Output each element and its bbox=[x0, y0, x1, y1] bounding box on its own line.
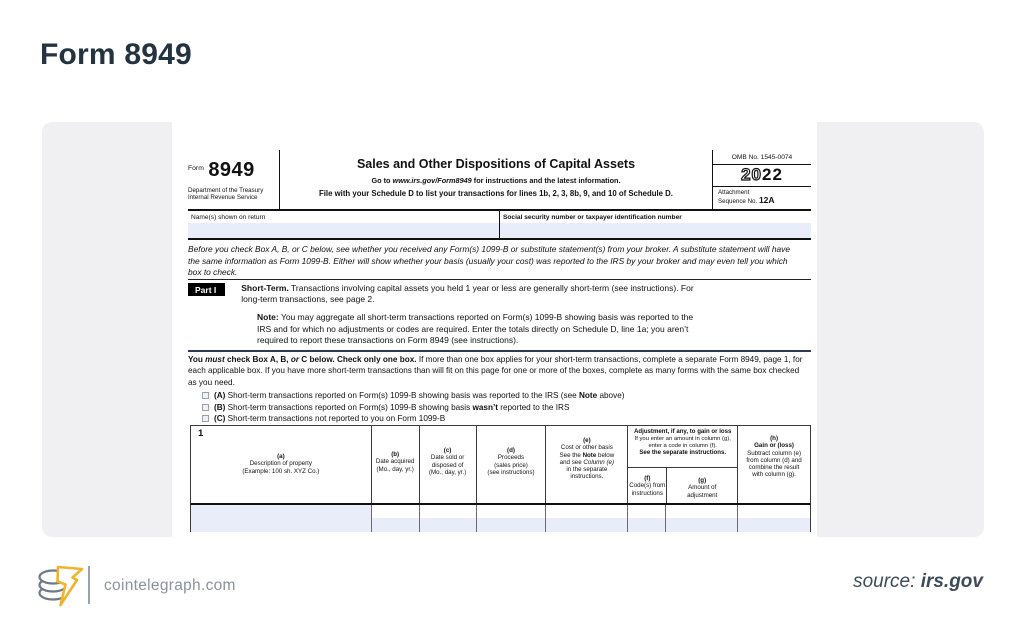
adj-l2: If you enter an amount in column (g), bbox=[634, 435, 731, 442]
col-c-l2: disposed of bbox=[431, 461, 464, 469]
adjustment-header bbox=[627, 426, 737, 503]
col-d-l1: Proceeds bbox=[497, 454, 525, 462]
table-empty-cell[interactable] bbox=[737, 518, 810, 532]
col-a-l1: Description of property bbox=[249, 460, 312, 468]
attachment-number: 12A bbox=[758, 194, 775, 205]
col-f-header bbox=[628, 468, 666, 503]
col-a-tag: (a) bbox=[277, 453, 285, 460]
col-h-l2: Subtract column (e) bbox=[747, 449, 802, 457]
divider bbox=[188, 279, 811, 280]
col-h-tag: (h) bbox=[770, 435, 779, 442]
table-empty-cell[interactable] bbox=[665, 518, 737, 532]
col-g-header bbox=[666, 468, 737, 503]
source-credit bbox=[853, 571, 983, 593]
col-e-header bbox=[545, 426, 627, 503]
adj-l3: enter a code in column (f). bbox=[648, 442, 717, 449]
col-b-l1: Date acquired bbox=[375, 458, 415, 466]
checkbox-b-tag: (B) bbox=[214, 402, 226, 412]
part1-heading-rest: Transactions involving capital assets you held 1 year or less are generally short-term (see instructions). For long-term transactions, see page 2. bbox=[241, 283, 694, 305]
table-empty-cell[interactable] bbox=[627, 518, 665, 532]
site-watermark: cointelegraph.com bbox=[104, 577, 236, 594]
checkbox-row-a bbox=[202, 390, 624, 402]
mc-seg: C below. Check only one box. bbox=[299, 355, 419, 364]
col-d-l2: (sales price) bbox=[494, 461, 528, 469]
goto-pre: Go to bbox=[371, 176, 393, 185]
attachment-line2: Sequence No. bbox=[718, 197, 759, 205]
mc-seg: You bbox=[188, 355, 206, 364]
omb-number: OMB No. 1545-0074 bbox=[713, 150, 811, 165]
mc-rest: If more than one box applies for your short-term transactions, complete a separate Form 8949, page 1, for each applicable box. If you have more short-term transactions than will fit on this page for one or more of the boxes, complete as many forms with the same box checked as you need. bbox=[188, 355, 803, 387]
col-h-l1: Gain or (loss) bbox=[754, 442, 794, 450]
form-goto-line bbox=[280, 176, 712, 185]
form-number: 8949 bbox=[208, 159, 255, 181]
identity-row bbox=[188, 211, 811, 240]
form-number-block bbox=[188, 150, 280, 209]
form-8949-sheet bbox=[172, 122, 817, 537]
checkbox-a-post: above) bbox=[597, 391, 625, 401]
checkbox-a-bold: Note bbox=[578, 391, 598, 401]
mc-seg: or bbox=[290, 355, 300, 364]
table-empty-cell[interactable] bbox=[371, 505, 419, 518]
adj-title: Adjustment, if any, to gain or loss bbox=[634, 428, 732, 435]
checkbox-c-text: Short-term transactions not reported to you on Form 1099-B bbox=[225, 414, 446, 424]
footer-divider bbox=[88, 566, 90, 604]
dept-line2: Internal Revenue Service bbox=[188, 194, 258, 202]
table-empty-cell[interactable] bbox=[545, 518, 627, 532]
name-input[interactable] bbox=[188, 223, 499, 238]
col-d-header bbox=[476, 426, 546, 503]
col-f-l1: Code(s) from bbox=[629, 482, 666, 490]
year-outline-digits: 20 bbox=[741, 165, 762, 184]
col-a-header bbox=[191, 426, 371, 503]
col-f-l2: instructions bbox=[631, 489, 663, 497]
table-empty-cell[interactable] bbox=[665, 505, 737, 518]
col-e-l1: Cost or other basis bbox=[560, 444, 613, 452]
col-g-l1: Amount of bbox=[688, 484, 717, 492]
form-image-card bbox=[42, 122, 984, 537]
year-solid-digits: 22 bbox=[762, 165, 783, 184]
col-g-l2: adjustment bbox=[687, 491, 718, 499]
col-h-header bbox=[737, 426, 810, 503]
transactions-table bbox=[190, 425, 811, 532]
col-d-tag: (d) bbox=[507, 447, 515, 454]
col-e-tag: (e) bbox=[583, 437, 591, 444]
checkbox-c[interactable] bbox=[202, 415, 209, 422]
checkbox-a-text: Short-term transactions reported on Form(s) 1099-B showing basis was reported to the IRS (see bbox=[225, 391, 579, 401]
checkbox-row-b bbox=[202, 402, 624, 414]
col-c-header bbox=[419, 426, 476, 503]
part1-section bbox=[188, 283, 713, 306]
adj-l4: See the separate instructions. bbox=[639, 448, 727, 456]
attachment-line1: Attachment bbox=[718, 189, 750, 196]
ssn-label: Social security number or taxpayer identification number bbox=[503, 214, 682, 221]
col-e-l3a: and see bbox=[559, 458, 584, 466]
col-e-l5: instructions. bbox=[570, 473, 604, 481]
source-value: irs.gov bbox=[920, 571, 983, 592]
col-e-l2b: Note bbox=[582, 451, 597, 459]
part1-heading-bold: Short-Term. bbox=[241, 283, 289, 293]
line-number: 1 bbox=[198, 428, 204, 439]
table-empty-cell[interactable] bbox=[191, 505, 371, 518]
divider bbox=[188, 350, 811, 352]
cointelegraph-logo-icon bbox=[36, 562, 86, 615]
col-d-l3: (see instructions) bbox=[487, 468, 535, 476]
col-e-l3b: Column (e) bbox=[583, 458, 615, 466]
col-h-l4: combine the result bbox=[748, 464, 800, 472]
table-empty-cell[interactable] bbox=[627, 505, 665, 518]
source-label: source: bbox=[853, 571, 921, 592]
table-empty-cell[interactable] bbox=[371, 518, 419, 532]
col-g-tag: (g) bbox=[698, 477, 707, 484]
form-filewith-line: File with your Schedule D to list your transactions for lines 1b, 2, 3, 8b, 9, and 10 of Schedule D. bbox=[319, 189, 673, 198]
checkbox-row-c bbox=[202, 413, 624, 425]
table-empty-row bbox=[190, 505, 811, 518]
part1-note bbox=[257, 312, 709, 347]
col-b-tag: (b) bbox=[391, 451, 400, 458]
note-label: Note: bbox=[257, 312, 279, 322]
mc-seg: must bbox=[205, 355, 225, 364]
col-e-l4: in the separate bbox=[566, 466, 608, 474]
col-a-l2: (Example: 100 sh. XYZ Co.) bbox=[242, 467, 320, 475]
table-empty-cell[interactable] bbox=[191, 518, 371, 532]
table-empty-cell[interactable] bbox=[476, 518, 546, 532]
table-empty-cell[interactable] bbox=[419, 505, 476, 518]
irs-url: www.irs.gov/Form8949 bbox=[392, 176, 472, 185]
name-label: Name(s) shown on return bbox=[191, 214, 266, 221]
col-h-l3: from column (d) and bbox=[746, 456, 802, 464]
checkbox-b[interactable] bbox=[202, 404, 209, 411]
form-title: Sales and Other Dispositions of Capital Assets bbox=[356, 157, 636, 171]
col-e-l2c: below bbox=[596, 451, 615, 459]
col-b-l2: (Mo., day, yr.) bbox=[376, 465, 414, 473]
tax-year bbox=[713, 165, 811, 187]
checkbox-b-text: Short-term transactions reported on Form(s) 1099-B showing basis bbox=[225, 402, 473, 412]
note-text: You may aggregate all short-term transactions reported on Form(s) 1099-B showing basis was reported to the IRS and for which no adjustments or codes are required. Enter the totals directly on Schedule D, line 1a; you aren’t required to report these transactions on Form 8949 (see instructions). bbox=[257, 312, 694, 346]
table-empty-cell[interactable] bbox=[476, 505, 546, 518]
col-c-l3: (Mo., day, yr.) bbox=[428, 468, 467, 476]
col-b-header bbox=[371, 426, 419, 503]
col-c-l1: Date sold or bbox=[430, 454, 465, 462]
checkbox-b-post: reported to the IRS bbox=[497, 402, 570, 412]
table-empty-cell[interactable] bbox=[737, 505, 810, 518]
form-word-label: Form bbox=[188, 165, 204, 172]
omb-block bbox=[712, 150, 811, 209]
part1-heading bbox=[241, 283, 713, 306]
table-header bbox=[190, 425, 811, 505]
table-empty-row bbox=[190, 518, 811, 532]
table-empty-cell[interactable] bbox=[419, 518, 476, 532]
mc-seg: check Box A, B, bbox=[224, 355, 291, 364]
form-title-block bbox=[280, 150, 712, 209]
intro-paragraph: Before you check Box A, B, or C below, see whether you received any Form(s) 1099-B or substitute statement(s) from your broker. A substitute statement will have the same information as Form 1099-B. Either will show whether your basis (usually your cost) was reported to the IRS by your broker and may even tell you which box to check. bbox=[188, 244, 791, 278]
checkbox-b-bold: wasn’t bbox=[472, 402, 498, 412]
col-c-tag: (c) bbox=[443, 447, 452, 454]
page-title: Form 8949 bbox=[40, 38, 192, 71]
checkbox-a[interactable] bbox=[202, 392, 209, 399]
col-f-tag: (f) bbox=[644, 475, 651, 482]
table-empty-cell[interactable] bbox=[545, 505, 627, 518]
col-h-l5: with column (g). bbox=[752, 471, 796, 479]
form-header bbox=[188, 150, 811, 211]
part1-badge: Part I bbox=[188, 283, 225, 296]
must-check-paragraph bbox=[188, 354, 810, 388]
col-e-l2a: See the bbox=[559, 451, 583, 459]
box-choices bbox=[202, 390, 624, 425]
attachment-sequence bbox=[713, 187, 811, 205]
dept-line1: Department of the Treasury bbox=[188, 187, 264, 194]
goto-post: for instructions and the latest information. bbox=[471, 176, 621, 185]
ssn-input[interactable] bbox=[500, 223, 811, 238]
checkbox-c-tag: (C) bbox=[214, 414, 226, 424]
checkbox-a-tag: (A) bbox=[214, 391, 226, 401]
